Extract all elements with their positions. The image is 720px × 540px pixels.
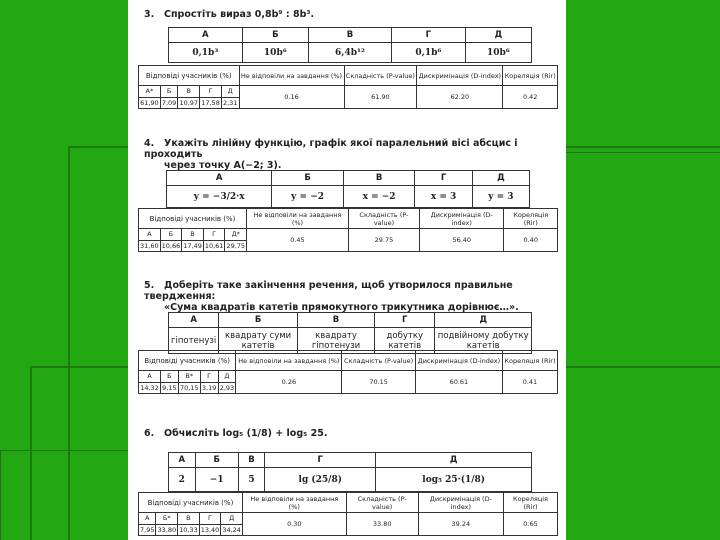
answer-percent: 9,15 (162, 383, 177, 392)
answer-letter: В (178, 513, 200, 525)
option-value: y = −2 (272, 186, 343, 208)
option-letter: В (238, 453, 264, 468)
answer-letter: А (139, 513, 156, 525)
option-value: 10b⁶ (465, 43, 531, 63)
answer-percent: 10,66 (161, 241, 181, 250)
answer-percent: 17,49 (183, 241, 202, 250)
answer-letter: Г (199, 513, 221, 525)
answer-letter: Г (200, 371, 218, 383)
difficulty-value: 33.80 (346, 513, 418, 536)
answer-letter: Д (221, 86, 239, 98)
not-answered-value: 0.26 (236, 371, 342, 394)
question-4-prompt (144, 138, 566, 171)
option-letter: А (169, 453, 196, 468)
correlation-value: 0.42 (503, 86, 558, 109)
discrimination-value: 62.20 (417, 86, 503, 109)
correlation-header: Кореляція (Rir) (504, 493, 558, 513)
question-text-line: Укажіть лінійну функцію, графік якої паралельний вісі абсцис і проходить (144, 138, 518, 160)
option-letter: Г (265, 453, 376, 468)
difficulty-header: Складність (P-value) (346, 493, 418, 513)
not-answered-header: Не відповіли на завдання (%) (242, 493, 346, 513)
question-number: 5. (144, 280, 155, 291)
question-text-line: «Сума квадратів катетів прямокутного трикутника дорівнює…». (164, 302, 519, 313)
difficulty-header: Складність (P-value) (342, 351, 415, 371)
option-value: y = −3/2·x (167, 186, 272, 208)
answer-percent: 10,97 (179, 98, 199, 107)
question-3-stats-table (138, 65, 558, 109)
difficulty-header: Складність (P-value) (348, 209, 419, 229)
correlation-value: 0.41 (502, 371, 557, 394)
option-value: добутку катетів (375, 328, 435, 354)
not-answered-value: 0.16 (239, 86, 344, 109)
correlation-header: Кореляція (Rir) (504, 209, 558, 229)
answer-percent: 10,61 (204, 241, 224, 250)
correlation-value: 0.65 (504, 513, 558, 536)
discrimination-header: Дискримінація (D-index) (418, 493, 503, 513)
discrimination-value: 56.40 (420, 229, 504, 252)
answer-percent: 7,95 (140, 525, 155, 534)
question-6-options-table (168, 452, 532, 492)
answer-percent: 70,15 (179, 383, 199, 392)
option-value: y = 3 (472, 186, 529, 208)
not-answered-header: Не відповіли на завдання (%) (236, 351, 342, 371)
option-letter: Б (219, 313, 298, 328)
question-text: Обчисліть log₅ (1/8) + log₅ 25. (164, 428, 328, 439)
option-letter: Б (272, 171, 343, 186)
option-letter: В (308, 28, 391, 43)
option-value: lg (25/8) (265, 468, 376, 492)
answers-caption: Відповіді учасників (%) (139, 351, 236, 371)
discrimination-header: Дискримінація (D-index) (415, 351, 502, 371)
discrimination-value: 39.24 (418, 513, 503, 536)
discrimination-header: Дискримінація (D-index) (417, 66, 503, 86)
correlation-header: Кореляція (Rir) (503, 66, 558, 86)
question-6-stats-table (138, 492, 558, 536)
answer-percent: 14,32 (140, 383, 159, 392)
answer-letter: В* (178, 371, 200, 383)
difficulty-value: 29.75 (348, 229, 419, 252)
question-3-options-table (168, 27, 532, 63)
option-value: 0,1b³ (169, 43, 243, 63)
option-letter: В (297, 313, 374, 328)
option-value: квадрату суми катетів (219, 328, 298, 354)
option-letter: Д (465, 28, 531, 43)
option-letter: Д (376, 453, 532, 468)
answer-percent: 10,33 (179, 525, 198, 534)
answer-letter: В (182, 229, 204, 241)
option-value: log₅ 25·(1/8) (376, 468, 532, 492)
option-letter: Б (195, 453, 238, 468)
not-answered-header: Не відповіли на завдання (%) (247, 209, 349, 229)
option-value: 5 (238, 468, 264, 492)
answer-percent: 31,60 (140, 241, 159, 250)
option-letter: Г (392, 28, 466, 43)
answer-letter: Д (218, 371, 236, 383)
option-letter: А (169, 28, 243, 43)
answer-letter: В (178, 86, 200, 98)
difficulty-value: 61.90 (344, 86, 417, 109)
option-value: 6,4b¹² (308, 43, 391, 63)
answer-percent: 61,90 (140, 98, 159, 107)
answer-letter: А (139, 229, 161, 241)
discrimination-value: 60.61 (415, 371, 502, 394)
answer-percent: 3,19 (201, 383, 217, 392)
answers-caption: Відповіді учасників (%) (139, 66, 240, 86)
answer-percent: 34,24 (222, 525, 241, 534)
answers-caption: Відповіді учасників (%) (139, 209, 247, 229)
answer-percent: 13,40 (200, 525, 220, 534)
answer-letter: Д* (225, 229, 247, 241)
option-letter: Д (472, 171, 529, 186)
option-value: квадрату гіпотенузи (297, 328, 374, 354)
option-letter: В (343, 171, 415, 186)
background-frame (0, 450, 140, 540)
answer-letter: Б (160, 229, 182, 241)
answer-letter: Г (203, 229, 225, 241)
not-answered-header: Не відповіли на завдання (%) (239, 66, 344, 86)
background-frame (560, 152, 720, 540)
question-5-prompt (144, 280, 566, 313)
question-number: 3. (144, 9, 155, 20)
option-value: 2 (169, 468, 196, 492)
correlation-value: 0.40 (504, 229, 558, 252)
question-text-line: Доберіть таке закінчення речення, щоб утворилося правильне твердження: (144, 280, 513, 302)
option-letter: Г (375, 313, 435, 328)
option-letter: Д (435, 313, 532, 328)
document-page (128, 0, 566, 540)
option-value: подвійному добутку катетів (435, 328, 532, 354)
answer-letter: Г (200, 86, 222, 98)
question-5-options-table (168, 312, 532, 354)
option-value: x = 3 (415, 186, 472, 208)
option-value: 10b⁶ (242, 43, 308, 63)
answer-letter: Б (160, 371, 178, 383)
question-text-line: через точку A(−2; 3). (164, 160, 282, 171)
option-value: −1 (195, 468, 238, 492)
question-number: 4. (144, 138, 155, 149)
answer-percent: 29,75 (226, 241, 246, 250)
option-value: x = −2 (343, 186, 415, 208)
option-letter: А (167, 171, 272, 186)
difficulty-value: 70.15 (342, 371, 415, 394)
option-letter: А (169, 313, 219, 328)
question-4-options-table (166, 170, 530, 208)
answer-letter: Д (221, 513, 243, 525)
not-answered-value: 0.30 (242, 513, 346, 536)
option-letter: Г (415, 171, 472, 186)
question-3-prompt (144, 9, 314, 20)
answer-percent: 7,09 (161, 98, 177, 107)
answer-percent: 2,93 (219, 383, 235, 392)
answer-letter: Б (160, 86, 178, 98)
answer-letter: А (139, 371, 161, 383)
answer-letter: А* (139, 86, 161, 98)
question-text: Спростіть вираз 0,8b⁹ : 8b³. (164, 9, 315, 20)
option-letter: Б (242, 28, 308, 43)
answers-caption: Відповіді учасників (%) (139, 493, 243, 513)
question-number: 6. (144, 428, 155, 439)
difficulty-header: Складність (P-value) (344, 66, 417, 86)
question-6-prompt (144, 428, 327, 439)
answer-percent: 2,31 (222, 98, 238, 107)
discrimination-header: Дискримінація (D-index) (420, 209, 504, 229)
correlation-header: Кореляція (Rir) (502, 351, 557, 371)
answer-letter: Б* (156, 513, 178, 525)
answer-percent: 17,58 (201, 98, 220, 107)
option-value: 0,1b⁶ (392, 43, 466, 63)
option-value: гіпотенузі (169, 328, 219, 354)
question-5-stats-table (138, 350, 558, 394)
not-answered-value: 0.45 (247, 229, 349, 252)
answer-percent: 33,80 (157, 525, 177, 534)
question-4-stats-table (138, 208, 558, 252)
